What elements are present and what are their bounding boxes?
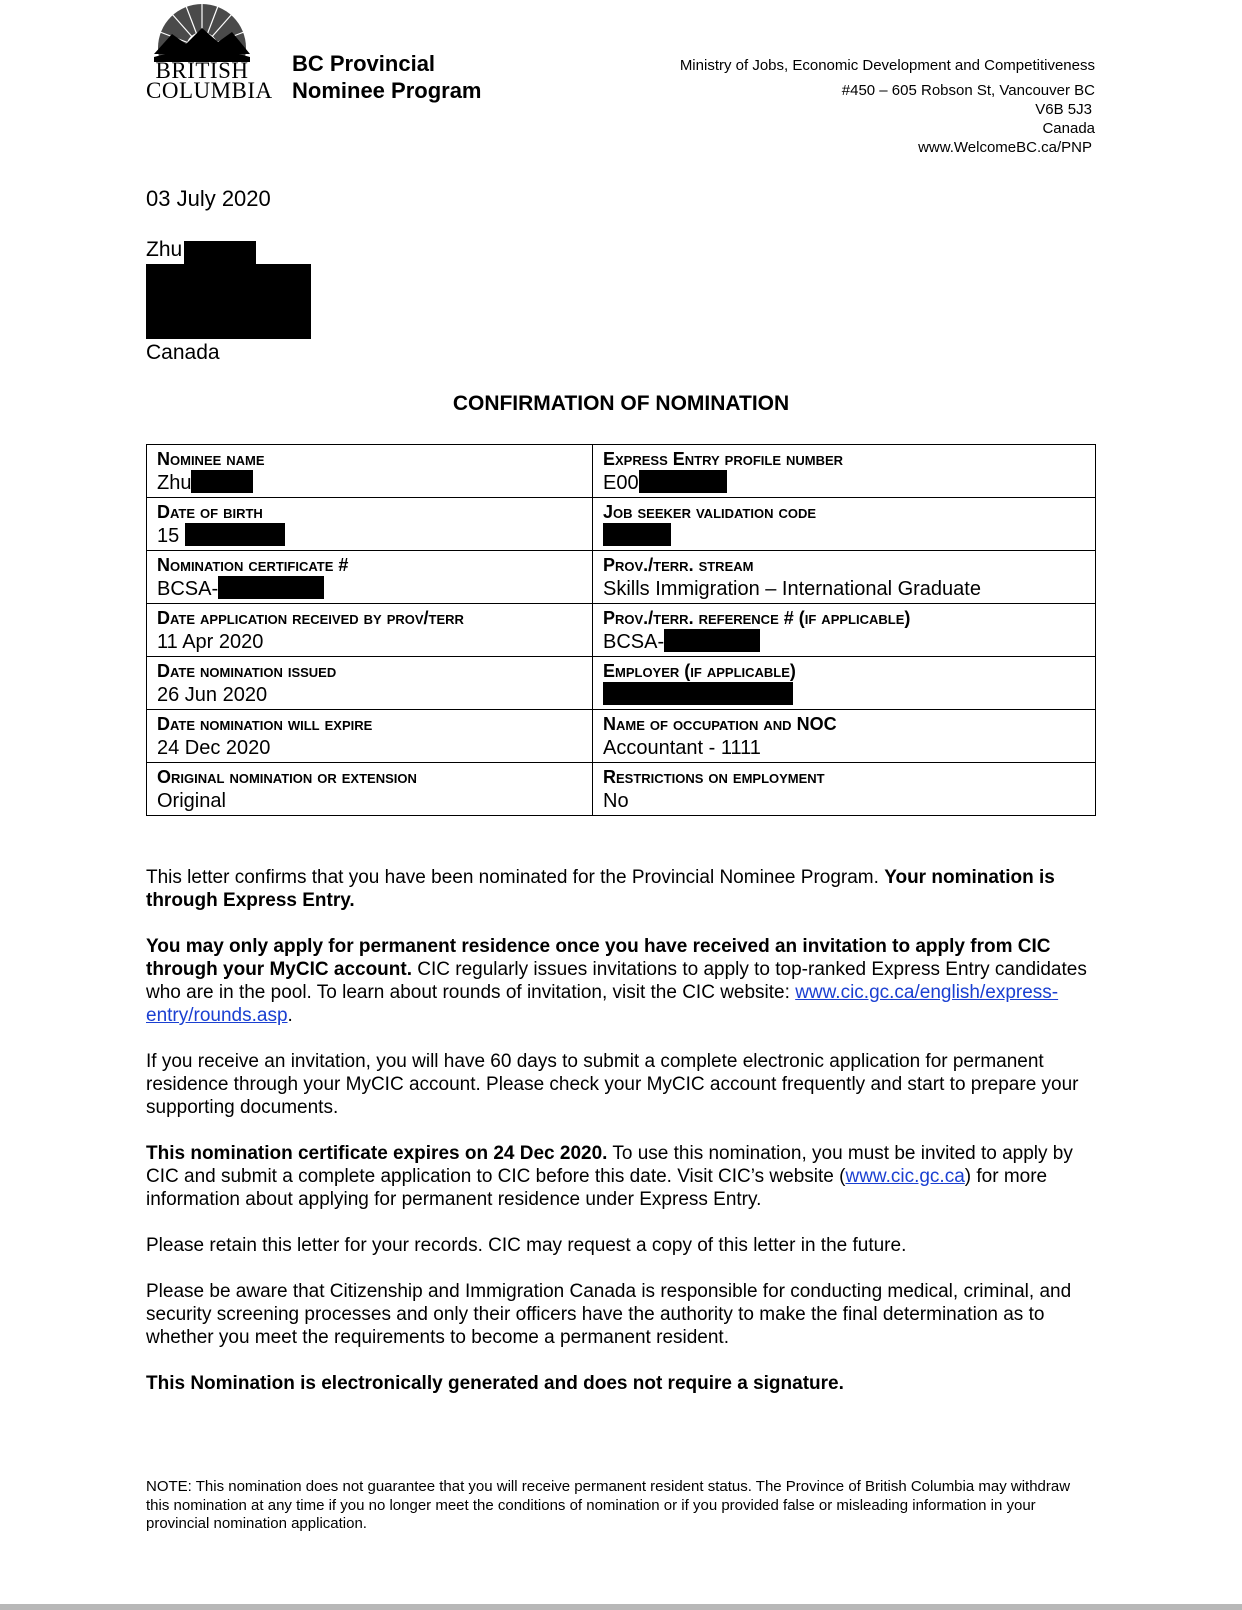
- program-line-2: Nominee Program: [292, 78, 482, 103]
- table-row: [147, 710, 1096, 763]
- field-value: No: [603, 790, 629, 812]
- program-name: [292, 50, 482, 104]
- paragraph-bold-text: This Nomination is electronically generated and does not require a signature.: [146, 1373, 844, 1394]
- table-cell: [593, 445, 1096, 498]
- paragraph-signature: [146, 1372, 1096, 1395]
- logo-text-british: BRITISH: [155, 58, 249, 83]
- page-bottom-divider: [0, 1604, 1242, 1610]
- table-row: [147, 498, 1096, 551]
- field-value: [157, 470, 582, 496]
- footnote: NOTE: This nomination does not guarantee that you will receive permanent resident status. The Province of British Columbia may withdraw this nomination at any time if you no longer meet the conditions of nomination or if you provided false or misleading information in your provincial nomination application.: [146, 1478, 1071, 1532]
- paragraph-bold-text: You may only apply for permanent residence once you have received an invitation to apply from CIC through your MyCIC account.: [146, 936, 1051, 980]
- field-value: [157, 523, 582, 549]
- address-country: Canada: [1042, 120, 1095, 137]
- field-value-text: E00: [603, 472, 639, 494]
- address-postal: V6B 5J3: [1035, 101, 1092, 118]
- field-value: Accountant - 1111: [603, 737, 761, 759]
- paragraph-text: CIC regularly issues invitations to apply to top-ranked Express Entry candidates who are in the pool. To learn about rounds of invitation, visit the CIC website:: [146, 959, 1087, 1003]
- recipient-country: Canada: [146, 341, 220, 364]
- table-cell: [147, 604, 593, 657]
- field-label: Date of birth: [157, 502, 263, 522]
- letter-date: 03 July 2020: [146, 186, 271, 211]
- paragraph-invitation: [146, 935, 1096, 1027]
- paragraph-text: .: [287, 1005, 293, 1026]
- table-cell: [593, 710, 1096, 763]
- paragraph-screening: Please be aware that Citizenship and Immigration Canada is responsible for conducting medical, criminal, and security screening processes and only their officers have the authority to make the final determination as to whether you meet the requirements to become a permanent resident.: [146, 1281, 1072, 1348]
- recipient-name: Zhu: [146, 238, 183, 261]
- table-row: [147, 763, 1096, 816]
- field-value: [603, 682, 1085, 708]
- field-value-text: Zhu: [157, 472, 192, 494]
- field-value: [157, 576, 582, 602]
- paragraph-text: ) for more information about applying for permanent residence under Express Entry.: [146, 1166, 1048, 1210]
- address-street: #450 – 605 Robson St, Vancouver BC: [841, 82, 1095, 99]
- table-row: [147, 445, 1096, 498]
- paragraph-retain: Please retain this letter for your records. CIC may request a copy of this letter in the future.: [146, 1235, 907, 1256]
- redaction-block: [603, 523, 671, 546]
- redaction-block: [218, 576, 324, 599]
- field-value: [603, 470, 1085, 496]
- table-cell: [147, 551, 593, 604]
- paragraph-text: To use this nomination, you must be invited to apply by CIC and submit a complete application to CIC before this date. Visit CIC’s website (: [146, 1143, 1073, 1187]
- paragraph-bold-text: This nomination certificate expires on 24 Dec 2020.: [146, 1143, 608, 1164]
- field-label: Express Entry profile number: [603, 449, 844, 469]
- table-cell: [593, 604, 1096, 657]
- table-cell: [147, 445, 593, 498]
- nomination-table: [146, 444, 1096, 816]
- table-cell: [147, 657, 593, 710]
- field-label: Nomination certificate #: [157, 555, 349, 575]
- field-value-text: 15: [157, 525, 180, 547]
- table-cell: [147, 710, 593, 763]
- redaction-block: [664, 629, 760, 652]
- field-value: 11 Apr 2020: [157, 631, 264, 653]
- table-cell: [593, 498, 1096, 551]
- rounds-link[interactable]: www.cic.gc.ca/english/express-entry/rounds.asp: [146, 982, 1059, 1026]
- field-label: Date nomination will expire: [157, 714, 373, 734]
- redaction-block: [146, 264, 311, 339]
- ministry-name: Ministry of Jobs, Economic Development and Competitiveness: [679, 57, 1095, 74]
- field-label: Date application received by prov/terr: [157, 608, 464, 628]
- field-value: 26 Jun 2020: [157, 684, 268, 706]
- redaction-block: [603, 682, 793, 705]
- table-cell: [147, 763, 593, 816]
- paragraph-bold-text: Your nomination is through Express Entry.: [146, 867, 1055, 911]
- field-label: Original nomination or extension: [157, 767, 417, 787]
- field-label: Restrictions on employment: [603, 767, 825, 787]
- field-value-text: BCSA-: [157, 578, 219, 600]
- field-value: [603, 523, 1085, 549]
- field-value-text: BCSA-: [603, 631, 665, 653]
- field-value: 24 Dec 2020: [157, 737, 271, 759]
- letter-title: CONFIRMATION OF NOMINATION: [452, 392, 790, 415]
- field-label: Prov./terr. reference # (if applicable): [603, 608, 911, 628]
- table-row: [147, 604, 1096, 657]
- program-line-1: BC Provincial: [292, 51, 436, 76]
- sun-mountains-icon: [146, 2, 258, 62]
- letter-body: [146, 866, 1096, 1418]
- paragraph-expiry: [146, 1142, 1096, 1211]
- field-value: Skills Immigration – International Graduate: [603, 578, 981, 600]
- field-label: Nominee name: [157, 449, 265, 469]
- redaction-block: [185, 523, 285, 546]
- field-label: Job seeker validation code: [603, 502, 817, 522]
- field-label: Date nomination issued: [157, 661, 337, 681]
- paragraph-60-days: If you receive an invitation, you will have 60 days to submit a complete electronic application for permanent residence through your MyCIC account. Please check your MyCIC account frequently and start to prepare your supporting documents.: [146, 1051, 1079, 1118]
- table-cell: [593, 763, 1096, 816]
- cic-website-link[interactable]: www.cic.gc.ca: [845, 1166, 965, 1187]
- table-row: [147, 657, 1096, 710]
- field-label: Name of occupation and NOC: [603, 714, 837, 734]
- field-label: Employer (if applicable): [603, 661, 796, 681]
- table-cell: [593, 551, 1096, 604]
- redaction-block: [639, 470, 727, 493]
- paragraph-text: This letter confirms that you have been nominated for the Provincial Nominee Program.: [146, 867, 885, 888]
- table-cell: [147, 498, 593, 551]
- field-value: [603, 629, 1085, 655]
- table-cell: [593, 657, 1096, 710]
- ministry-address: [680, 56, 1095, 157]
- logo-text-columbia: COLUMBIA: [146, 78, 273, 103]
- redaction-block: [191, 470, 253, 493]
- table-row: [147, 551, 1096, 604]
- paragraph-confirmation: [146, 866, 1096, 912]
- ministry-website: www.WelcomeBC.ca/PNP: [918, 139, 1092, 156]
- field-label: Prov./terr. stream: [603, 555, 754, 575]
- bc-logo: [146, 2, 273, 103]
- field-value: Original: [157, 790, 226, 812]
